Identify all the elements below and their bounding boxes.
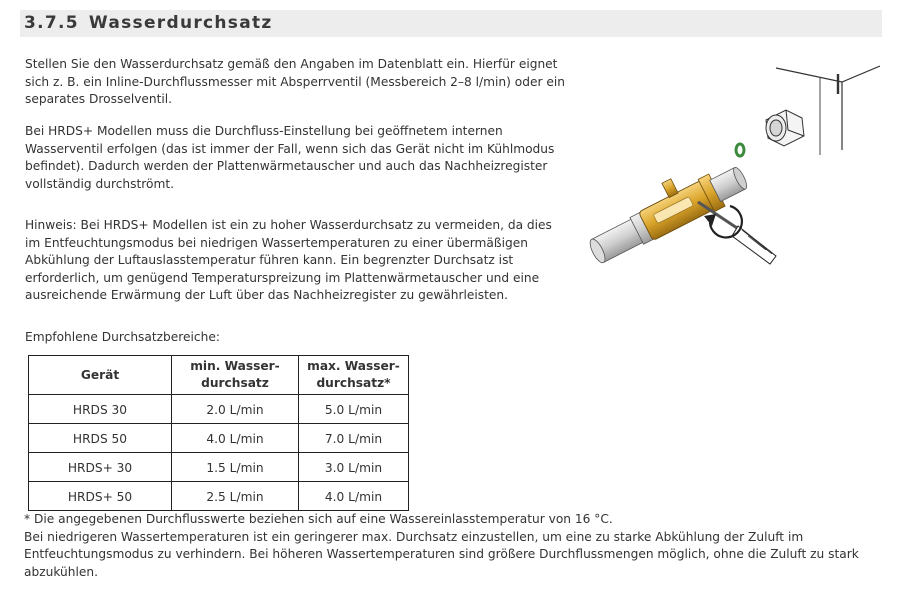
note-paragraph: Hinweis: Bei HRDS+ Modellen ist ein zu hoher Wasserdurchsatz zu vermeiden, da dies im Entfeuchtungsmodus bei niedrigen Wassertemperaturen zu einer übermäßigen Abkühlung der Luftauslasstemperatur führen kann. Ein begrenzter Durchsatz ist erforderlich, um genügend Temperaturspreizung im Plattenwärmetauscher und eine ausreichende Erwärmung der Luft über das Nachheizregister zu gewährleisten. bbox=[25, 218, 552, 303]
flow-rate-table bbox=[28, 355, 409, 511]
section-title: Wasserdurchsatz bbox=[88, 13, 273, 33]
table-row bbox=[29, 395, 409, 424]
section-number: 3.7.5 bbox=[24, 13, 79, 33]
section-heading bbox=[24, 13, 273, 33]
pipe bbox=[580, 149, 752, 269]
footnote-line2: Bei niedrigeren Wassertemperaturen ist ein geringerer max. Durchsatz einzustellen, um eine zu starke Abkühlung der Zuluft im Entfeuchtungsmodus zu verhindern. Bei höheren Wassertemperaturen sind größere Durchflussmengen möglich, ohne die Zuluft zu stark abzukühlen. bbox=[24, 529, 859, 579]
table-row bbox=[29, 453, 409, 482]
cell-max: 5.0 L/min bbox=[299, 395, 409, 424]
cell-min: 2.0 L/min bbox=[172, 395, 299, 424]
footnote bbox=[24, 511, 884, 581]
cell-min: 1.5 L/min bbox=[172, 453, 299, 482]
cell-device: HRDS+ 50 bbox=[29, 482, 172, 511]
cell-device: HRDS 30 bbox=[29, 395, 172, 424]
cell-min: 4.0 L/min bbox=[172, 424, 299, 453]
table-caption: Empfohlene Durchsatzbereiche: bbox=[25, 330, 220, 344]
cell-device: HRDS 50 bbox=[29, 424, 172, 453]
cell-device: HRDS+ 30 bbox=[29, 453, 172, 482]
header-device: Gerät bbox=[29, 356, 172, 395]
footnote-line1: * Die angegebenen Durchflusswerte beziehen sich auf eine Wassereinlasstemperatur von 16 °C. bbox=[24, 512, 613, 526]
hrds-plus-paragraph: Bei HRDS+ Modellen muss die Durchfluss-Einstellung bei geöffnetem internen Wasserventil erfolgen (das ist immer der Fall, wenn sich das Gerät nicht im Kühlmodus befindet). Dadurch werden der Plattenwärmetauscher und auch das Nachheizregister vollständig durchströmt. bbox=[25, 124, 555, 191]
header-min-flow: min. Wasser- durchsatz bbox=[172, 356, 299, 395]
header-max-flow: max. Wasser- durchsatz* bbox=[299, 356, 409, 395]
cell-max: 7.0 L/min bbox=[299, 424, 409, 453]
o-ring bbox=[736, 144, 744, 156]
cell-max: 4.0 L/min bbox=[299, 482, 409, 511]
intro-paragraph: Stellen Sie den Wasserdurchsatz gemäß den Angaben im Datenblatt ein. Hierfür eignet sich z. B. ein Inline-Durchflussmesser mit Absperrventil (Messbereich 2–8 l/min) oder ein separates Drosselventil. bbox=[25, 57, 565, 107]
table-row bbox=[29, 482, 409, 511]
table-header-row bbox=[29, 356, 409, 395]
table-row bbox=[29, 424, 409, 453]
cell-min: 2.5 L/min bbox=[172, 482, 299, 511]
cell-max: 3.0 L/min bbox=[299, 453, 409, 482]
section-heading-bar bbox=[20, 10, 882, 37]
flow-meter-installation-illustration bbox=[580, 60, 880, 290]
union-nut bbox=[766, 110, 804, 146]
